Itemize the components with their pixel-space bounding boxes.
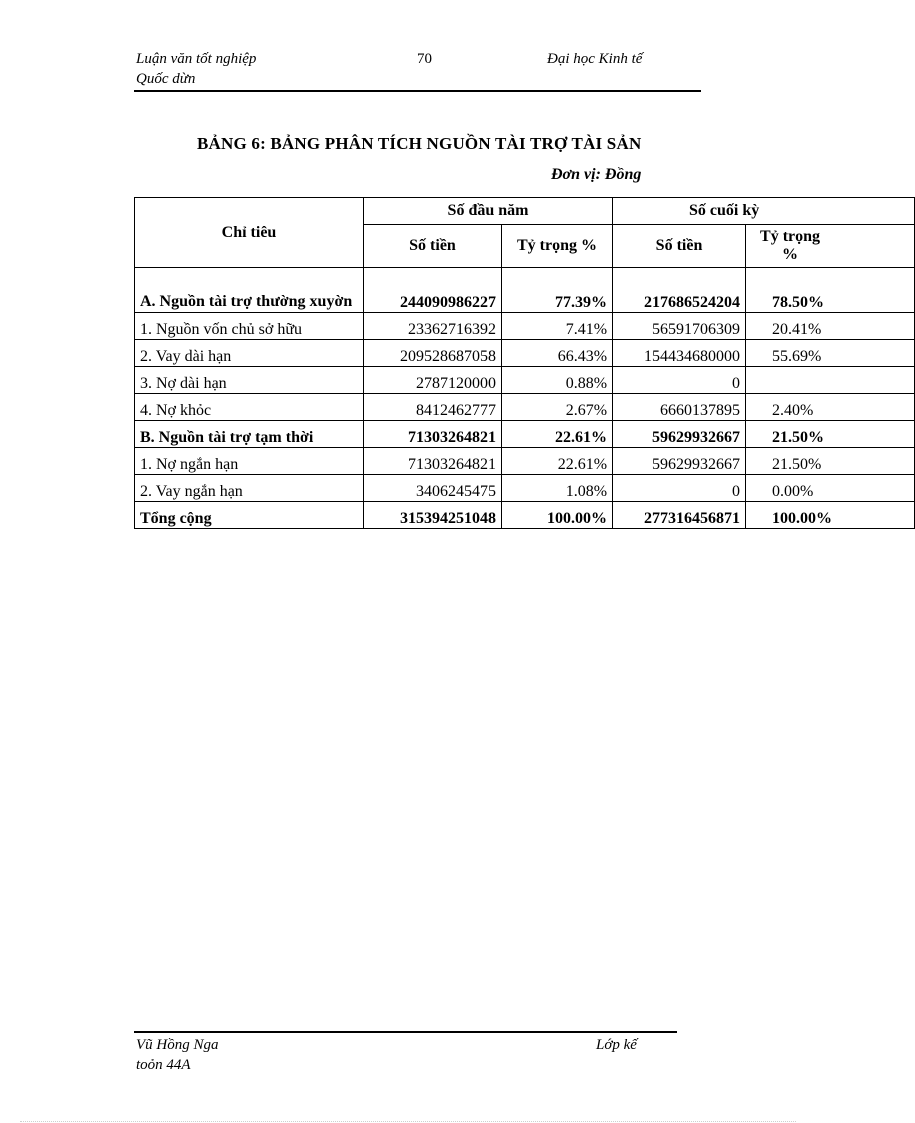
start-ratio-cell: 7.41% [502,313,613,340]
header-start-amount: Số tiền [364,225,502,268]
table-row [135,502,915,529]
table-row [135,394,915,421]
end-amount-cell: 59629932667 [613,421,746,448]
end-ratio-cell: 0.00% [746,475,915,502]
start-ratio-cell: 100.00% [502,502,613,529]
row-label: A. Nguồn tài trợ thường xuyờn [135,268,364,313]
table-row [135,475,915,502]
header-end-ratio: Tỷ trọng % [746,225,915,268]
start-amount-cell: 209528687058 [364,340,502,367]
row-label: 1. Nguồn vốn chủ sở hữu [135,313,364,340]
start-amount-cell: 315394251048 [364,502,502,529]
start-ratio-cell: 0.88% [502,367,613,394]
end-amount-cell: 217686524204 [613,268,746,313]
footer-divider [134,1031,677,1033]
end-ratio-cell: 20.41% [746,313,915,340]
header-indicator: Chỉ tiêu [135,198,364,268]
header-thesis-label-continued: Quốc dừn [136,71,196,87]
page-number: 70 [417,51,432,67]
header-end-amount: Số tiền [613,225,746,268]
start-amount-cell: 71303264821 [364,448,502,475]
table-row [135,313,915,340]
table-row [135,268,915,313]
start-ratio-cell: 22.61% [502,448,613,475]
row-label: Tổng cộng [135,502,364,529]
end-ratio-cell [746,367,915,394]
end-amount-cell: 56591706309 [613,313,746,340]
end-amount-cell: 154434680000 [613,340,746,367]
row-label: 4. Nợ khỏc [135,394,364,421]
start-amount-cell: 2787120000 [364,367,502,394]
table-row [135,367,915,394]
row-label: 2. Vay ngắn hạn [135,475,364,502]
start-amount-cell: 8412462777 [364,394,502,421]
end-amount-cell: 277316456871 [613,502,746,529]
footer-class-continued: toỏn 44A [136,1057,191,1073]
row-label: B. Nguồn tài trợ tạm thời [135,421,364,448]
row-label: 1. Nợ ngắn hạn [135,448,364,475]
header-divider [134,90,701,92]
start-ratio-cell: 1.08% [502,475,613,502]
row-label: 2. Vay dài hạn [135,340,364,367]
header-thesis-label: Luận văn tốt nghiệp [136,51,257,67]
end-ratio-cell: 78.50% [746,268,915,313]
header-group-end: Số cuối kỳ [613,198,915,225]
start-ratio-cell: 77.39% [502,268,613,313]
header-start-ratio: Tỷ trọng % [502,225,613,268]
end-amount-cell: 6660137895 [613,394,746,421]
end-amount-cell: 0 [613,475,746,502]
start-amount-cell: 244090986227 [364,268,502,313]
end-ratio-cell: 2.40% [746,394,915,421]
end-amount-cell: 0 [613,367,746,394]
table-row [135,421,915,448]
header-university: Đại học Kinh tế [547,51,643,67]
end-ratio-cell: 100.00% [746,502,915,529]
table-title: BẢNG 6: BẢNG PHÂN TÍCH NGUỒN TÀI TRỢ TÀI SẢN [197,134,642,153]
end-amount-cell: 59629932667 [613,448,746,475]
financing-table [134,197,833,529]
start-amount-cell: 23362716392 [364,313,502,340]
start-ratio-cell: 66.43% [502,340,613,367]
footer-class: Lớp kế [596,1037,637,1053]
end-ratio-cell: 55.69% [746,340,915,367]
start-ratio-cell: 22.61% [502,421,613,448]
footer-author: Vũ Hồng Nga [136,1037,219,1053]
header-group-start: Số đầu năm [364,198,613,225]
end-ratio-cell: 21.50% [746,448,915,475]
start-amount-cell: 3406245475 [364,475,502,502]
row-label: 3. Nợ dài hạn [135,367,364,394]
table-row [135,448,915,475]
start-amount-cell: 71303264821 [364,421,502,448]
start-ratio-cell: 2.67% [502,394,613,421]
page-bottom-border [20,1121,796,1122]
end-ratio-cell: 21.50% [746,421,915,448]
table-row [135,340,915,367]
unit-label: Đơn vị: Đồng [551,166,642,183]
